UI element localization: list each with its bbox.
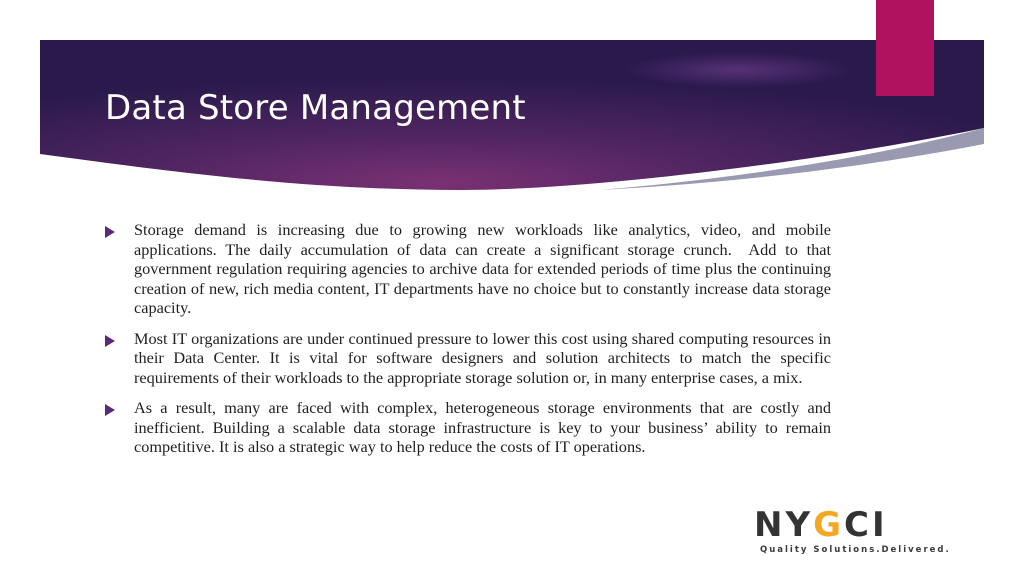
logo-letter-n: N [754,505,786,545]
company-logo [752,505,951,557]
bullet-text: Storage demand is increasing due to growing new workloads like analytics, video, and mobile applications. The daily accumulation of data can create a significant storage crunch. Add to that government regulation requiring agencies to archive data for extended periods of time plus the continuing creation of new, rich media content, IT departments have no choice but to constantly increase data storage capacity. [134,220,836,317]
list-item [105,398,836,457]
bullet-arrow-icon [105,404,115,416]
slide-title: Data Store Management [105,88,526,128]
bullet-text: As a result, many are faced with complex, heterogeneous storage environments that are costly and inefficient. Building a scalable data storage infrastructure is key to your business’ ability to remain competitive. It is also a strategic way to help reduce the costs of IT operations. [134,398,836,456]
logo-tagline: Quality Solutions.Delivered. [760,545,951,555]
logo-letter-i: I [871,505,888,545]
accent-tab [876,0,934,96]
logo-wordmark [754,507,888,543]
bullet-arrow-icon [105,226,115,238]
list-item [105,220,836,318]
logo-letter-g: G [813,505,845,545]
bullet-arrow-icon [105,335,115,347]
logo-letter-y: Y [785,505,814,545]
list-item [105,328,836,388]
logo-letter-c: C [844,505,872,545]
bullet-text: Most IT organizations are under continued pressure to lower this cost using shared computing resources in their Data Center. It is vital for software designers and solution architects to match the specific requirements of their workloads to the appropriate storage solution or, in many enterprise cases, a mix. [134,328,836,387]
bullet-list [105,220,836,468]
